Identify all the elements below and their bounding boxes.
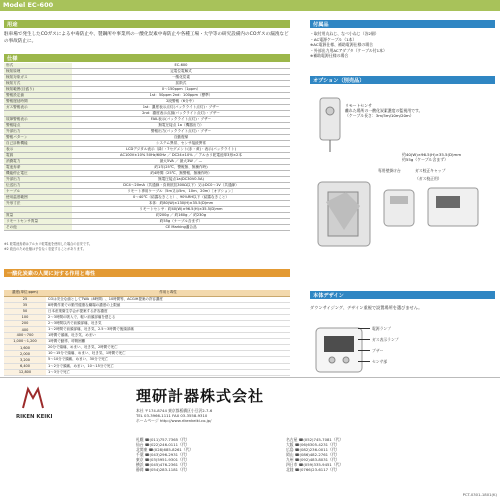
spec-key: 消費電力	[4, 159, 72, 165]
concentration-value: 50	[4, 308, 46, 314]
concentration-value: 35	[4, 302, 46, 308]
effect-description: 1～3分で死亡	[46, 369, 290, 375]
office-entry: 札幌 ☎(011)757-7365（代）	[136, 437, 190, 442]
accessory-item: ・取付用丸ねじ、なべ小ねじ（各2個）	[310, 31, 379, 36]
spec-key: 伝送出力	[4, 183, 72, 189]
spec-table	[4, 63, 290, 231]
spec-value: 2nd：濃度表示点滅(バックライト点灯)・ブザー	[72, 111, 290, 117]
remote-sensor-specs	[402, 152, 492, 162]
concentration-value: 25	[4, 296, 46, 302]
calibration-cap-image	[380, 186, 420, 232]
spec-value: システム異常、センサ接続異常	[72, 141, 290, 147]
spec-value: 約55g（ケーブル含まず）	[72, 219, 290, 225]
office-entry: 九州 ☎(092)483-8031（代）	[286, 457, 340, 462]
section-option: オプション（別売品）	[310, 76, 495, 84]
section-use: 用途	[4, 20, 290, 28]
spec-value: 本体：約80(W)×130(H)×35.5(D)mm	[72, 201, 290, 207]
spec-note: ※1 乾電池寿命はアルカリ乾電池を使用した場合の目安です。	[4, 242, 93, 246]
remote-sensor-info	[345, 103, 490, 119]
spec-value: リモート専用ケーブル（5m又は5m、10m、20m）［オプション］	[72, 189, 290, 195]
office-entry: 東京 ☎(03)5951-9301（代）	[136, 457, 190, 462]
office-entry: 大阪 ☎(06)6305-4231（代）	[286, 442, 340, 447]
spec-value: 一酸化炭素	[72, 75, 290, 81]
address-line: 本社 〒174-8744 東京都板橋区小豆沢2-7-6	[136, 408, 213, 413]
spec-value: 警報出力(バックライト点灯)・ブザー	[72, 129, 290, 135]
spec-notes	[4, 242, 290, 251]
callout-gas-lamp: ガス表示ランプ	[372, 337, 399, 342]
model-title: Model EC-600	[3, 1, 54, 9]
calibration-cap-description: （ガス校正用）	[415, 176, 442, 181]
accessory-item: ・AC電源ケーブル（1本）	[310, 36, 357, 42]
wall-mount-title: 専用壁掛け台	[378, 168, 401, 173]
remote-sensor-weight: 約55g（ケーブル含まず）	[402, 157, 448, 163]
concentration-value: 3,200	[4, 357, 46, 363]
monitor-side-image	[424, 184, 492, 230]
spec-value: 最大5VA ／ 最大3W ／ —	[72, 159, 290, 165]
spec-key: 故障警報表示	[4, 117, 72, 123]
accessory-item: ※AC電源仕様、補助電源仕様の場合	[310, 42, 374, 47]
section-accessories: 付属品	[310, 20, 495, 28]
concentration-row	[4, 369, 290, 375]
web-line: ホームページ http://www.rikenkeiki.co.jp/	[136, 418, 212, 423]
accessory-list	[310, 31, 495, 59]
effect-description: 1～2分で頭痛、めまい、10～15分で死亡	[46, 363, 290, 369]
spec-key: リモートセンサ質量	[4, 219, 72, 225]
effect-column-header: 作用と毒性	[46, 290, 290, 296]
section-spec: 仕様	[4, 54, 290, 62]
spec-key: 警報設定値	[4, 93, 72, 99]
effect-description: 2～3時間以内で前頭部痛、吐き気	[46, 320, 290, 326]
spec-key: 質量	[4, 213, 72, 219]
remote-sensor-size: 約40(W)×96.5(H)×35.5(D)mm	[402, 152, 462, 157]
spec-key: 形式	[4, 63, 72, 69]
spec-key: 機能停止電圧	[4, 171, 72, 177]
document-number: PCT-0301-1801(K)	[462, 492, 497, 497]
spec-key: 表示	[4, 147, 72, 153]
concentration-value: 6,400	[4, 363, 46, 369]
spec-key: 検知方式	[4, 81, 72, 87]
effect-description: 20分で頭痛、めまい、吐き気、2時間で死亡	[46, 345, 290, 351]
effect-description: 日本産業衛生学会が提案する許容濃度	[46, 308, 290, 314]
spec-row	[4, 225, 290, 231]
spec-value: 無電圧接点1a(DC30V0.5A)	[72, 177, 290, 183]
spec-key: ガス警報表示	[4, 105, 72, 111]
spec-value: 約200g ／ 約160g ／ 約230g	[72, 213, 290, 219]
section-design: 本体デザイン	[310, 291, 495, 299]
spec-key: 検知対象ガス	[4, 75, 72, 81]
spec-value: 0～150ppm（1ppm）	[72, 87, 290, 93]
wall-mount-image	[314, 176, 378, 252]
spec-value: 約1年(25℃、警報無、無操作時)	[72, 165, 290, 171]
section-relation: 一酸化炭素の人間に対する作用と毒性	[4, 269, 290, 277]
remote-sensor-image	[316, 96, 344, 154]
spec-key: 外部出力	[4, 177, 72, 183]
spec-key: 電池寿命	[4, 165, 72, 171]
office-entry: 仙台 ☎(022)246-0111（代）	[136, 442, 190, 447]
concentration-value: 200	[4, 320, 46, 326]
spec-value: 定電位電解式	[72, 69, 290, 75]
callout-buzzer: ブザー	[372, 348, 384, 353]
riken-logo-icon	[20, 386, 44, 410]
callout-power-lamp: 電源ランプ	[372, 326, 391, 331]
effect-description: 2～3時間の吸入で、軽い前頭部痛を感じる	[46, 314, 290, 320]
spec-value: 無電圧接点 1a（機器出力）	[72, 123, 290, 129]
spec-key: 警報パターン	[4, 135, 72, 141]
effect-description: COは安全な値としてTWA（8時間）、10時間等、ACGIH提案の許容濃度	[46, 296, 290, 302]
spec-value: CE Marking適合品	[72, 225, 290, 231]
spec-value: 約4時間（25℃、無警報、無操作時）	[72, 171, 290, 177]
spec-value: AC100V±10% 50Hz/60Hz ／ DC24±10% ／ アルカリ乾電池単3形×2本	[72, 153, 290, 159]
concentration-value: 1,000～1,200	[4, 339, 46, 345]
spec-value: 自動復帰	[72, 135, 290, 141]
spec-value: FAIL表示(バックライト点灯)・ブザー	[72, 117, 290, 123]
spec-value: DC4～20mA（共通線・負荷抵抗300Ω以下）又はDC0～1V（共通線）	[72, 183, 290, 189]
footer-divider	[0, 377, 500, 378]
office-entry: 広島 ☎(082)236-0011（代）	[286, 447, 340, 452]
office-entry: 千葉 ☎(043)296-2931（代）	[136, 452, 190, 457]
spec-key: 外部出力	[4, 129, 72, 135]
spec-key: 使用温度範囲	[4, 195, 72, 201]
model-header-bar	[0, 0, 500, 11]
spec-value: リモートセンサ：約40(W)×96.5(H)×35.5(D)mm	[72, 207, 290, 213]
concentration-value: 2,000	[4, 351, 46, 357]
spec-key: 警報遅延時間	[4, 99, 72, 105]
office-entry: 四日市 ☎(059)335-9451（代）	[286, 462, 344, 467]
use-description: 駐車場で発生したCOガスによる中毒防止や、製鋼所や事業所の一酸化炭素中毒防止や各種工場・大学等の研究設備内のCOガスの漏洩などの事故防止に。	[4, 32, 289, 44]
concentration-table	[4, 290, 290, 376]
spec-value: 2段警報（6分中）	[72, 99, 290, 105]
office-entry: 北関東 ☎(028)685-8261（代）	[136, 447, 194, 452]
accessory-item: ・外部出力用ACアダプタ（ケーブル付1本）	[310, 47, 387, 53]
spec-value: 1st：50ppm 2nd：100ppm（標準）	[72, 93, 290, 99]
concentration-value: 12,800	[4, 369, 46, 375]
effect-description: 10～15分で頭痛、めまい、吐き気、1時間で死亡	[46, 351, 290, 357]
concentration-value: 400～700	[4, 333, 46, 339]
spec-value: 拡散式	[72, 81, 290, 87]
spec-note: ※2 改良のため仕様は予告なく変更することがあります。	[4, 246, 86, 251]
effect-description: 1時間で頭痛、吐き気、めまい	[46, 333, 290, 339]
office-list-left	[136, 437, 286, 472]
remote-sensor-cable: （ケーブル長さ：3m/5m/10m/20m）	[345, 113, 414, 119]
brand-name: RIKEN KEIKI	[16, 414, 53, 420]
spec-value: 0～40℃（結露なきこと）、90%RH以下（結露なきこと）	[72, 195, 290, 201]
concentration-value: 1,600	[4, 345, 46, 351]
spec-key: 検知原理	[4, 69, 72, 75]
company-address	[136, 408, 212, 423]
office-entry: 名古屋 ☎(052)745-7081（代）	[286, 437, 344, 442]
office-entry: 静岡 ☎(054)283-1181（代）	[136, 467, 190, 472]
office-list-right	[286, 437, 436, 472]
spec-value: EC-600	[72, 63, 290, 69]
office-entry: 横浜 ☎(045)476-2361（代）	[136, 462, 190, 467]
spec-value: LCDデジタル表示（緑）・7セグメント(赤・黄)・表示(バックライト)	[72, 147, 290, 153]
conc-column-header: 濃度(単位:ppm)	[4, 290, 46, 296]
spec-key: 電源	[4, 153, 72, 159]
spec-key: ケーブル	[4, 189, 72, 195]
office-entry: 岡山 ☎(086)482-2761（代）	[286, 452, 340, 457]
calibration-cap-title: ガス校正キャップ	[415, 168, 446, 173]
effect-description: 1～2時間で前頭部痛、吐き気、2.5～3時間で後頭部痛	[46, 326, 290, 332]
spec-key: 外形寸法	[4, 201, 72, 207]
effect-description: 8時間作業での勤労健康な職場の濃度の上限値	[46, 302, 290, 308]
office-entry: 北陸 ☎(0766)23-6117（代）	[286, 467, 340, 472]
remote-sensor-description: 離れた場所の一酸化炭素濃度の監視用です。	[345, 108, 423, 114]
design-description: ダウンサイジング、デザイン重視で設置場所を選びません。	[310, 305, 423, 310]
effect-description: 5～10分で頭痛、めまい、30分で死亡	[46, 357, 290, 363]
accessory-item: ※補助電源仕様の場合	[310, 53, 349, 58]
spec-key: その他	[4, 225, 72, 231]
remote-sensor-title: リモートセンサ	[345, 103, 372, 108]
spec-value: 1st：濃度表示点灯(バックライト点灯)・ブザー	[72, 105, 290, 111]
effect-description: 1時間で動悸、呼吸困難	[46, 339, 290, 345]
callout-sensor: センサ部	[372, 359, 388, 364]
spec-key: 自己診断機能	[4, 141, 72, 147]
spec-key: 警報接点	[4, 123, 72, 129]
concentration-value: 400	[4, 326, 46, 332]
spec-key: 検知範囲(目盛り)	[4, 87, 72, 93]
monitor-front-image	[314, 326, 364, 374]
phone-line: TEL 03-3966-1111 FAX 03-3558-9310	[136, 413, 208, 418]
concentration-value: 100	[4, 314, 46, 320]
company-name: 理研計器株式会社	[136, 387, 265, 405]
